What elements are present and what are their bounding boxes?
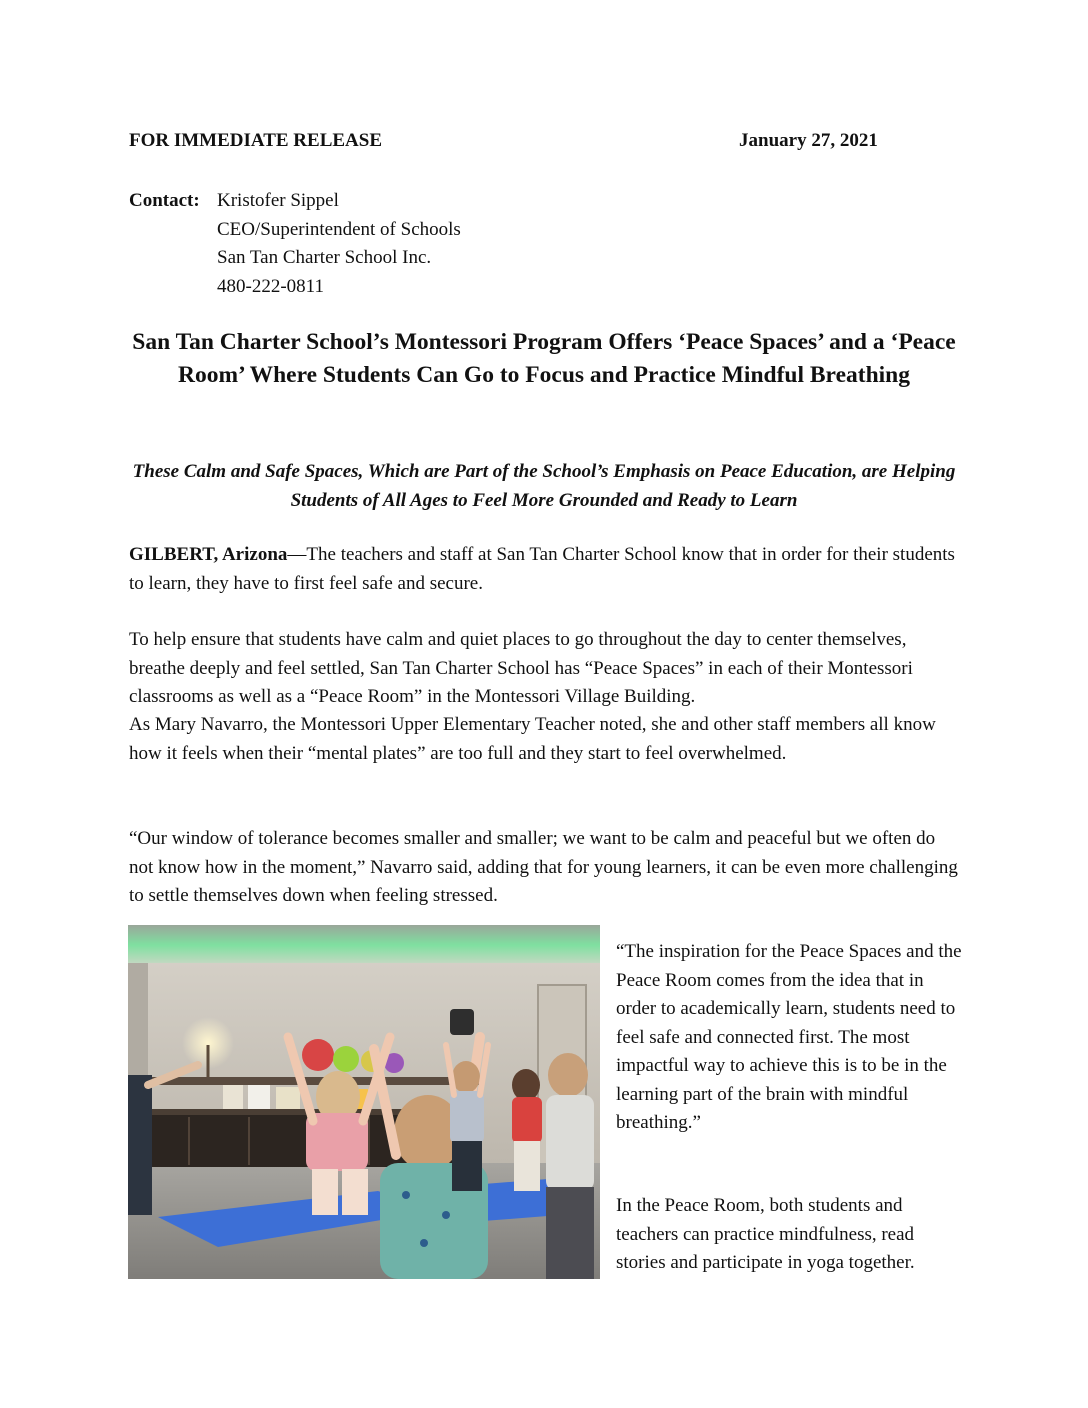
body-paragraph-3: As Mary Navarro, the Montessori Upper Elementary Teacher noted, she and other staff members all know how it feels when their “mental plates” are too full and they start to feel overwhelmed. xyxy=(129,714,936,764)
body-paragraph-4: “Our window of tolerance becomes smaller and smaller; we want to be calm and peaceful but we often do not know how in the moment,” Navarro said, adding that for young learners, it can be even more challenging to settle themselves down when feeling stressed. xyxy=(129,828,958,906)
release-date: January 27, 2021 xyxy=(739,130,878,151)
sidebar-quote: “The inspiration for the Peace Spaces and the Peace Room comes from the idea that in order to academically learn, students need to feel safe and connected first. The most impactful way to achieve this is to be in the learning part of the brain with mindful breathing.” xyxy=(616,941,962,1133)
headline: San Tan Charter School’s Montessori Program Offers ‘Peace Spaces’ and a ‘Peace Room’ Where Students Can Go to Focus and Practice Mindful Breathing xyxy=(132,329,956,388)
dateline: GILBERT, Arizona xyxy=(129,544,288,565)
contact-label: Contact: xyxy=(129,190,200,211)
body-paragraph-1 xyxy=(129,541,959,598)
body-paragraph-1-text: —The teachers and staff at San Tan Charter School know that in order for their students to learn, they have to first feel safe and secure. xyxy=(129,544,955,594)
contact-phone: 480-222-0811 xyxy=(217,275,324,297)
contact-name-line xyxy=(129,187,461,216)
peace-room-photo-illustration xyxy=(128,925,600,1279)
contact-title: CEO/Superintendent of Schools xyxy=(217,218,461,240)
body-paragraph-2: To help ensure that students have calm and quiet places to go throughout the day to center themselves, breathe deeply and feel settled, San Tan Charter School has “Peace Spaces” in each of their Montessori classrooms as well as a “Peace Room” in the Montessori Village Building. xyxy=(129,629,913,707)
sidebar-paragraph: In the Peace Room, both students and teachers can practice mindfulness, read stories and participate in yoga together. xyxy=(616,1195,915,1273)
subheadline: These Calm and Safe Spaces, Which are Part of the School’s Emphasis on Peace Education, are Helping Students of All Ages to Feel More Grounded and Ready to Learn xyxy=(132,461,956,511)
contact-block xyxy=(129,187,461,301)
release-label: FOR IMMEDIATE RELEASE xyxy=(129,130,383,151)
contact-organization: San Tan Charter School Inc. xyxy=(217,247,432,268)
peace-room-photo xyxy=(128,925,600,1279)
contact-name: Kristofer Sippel xyxy=(217,190,339,211)
